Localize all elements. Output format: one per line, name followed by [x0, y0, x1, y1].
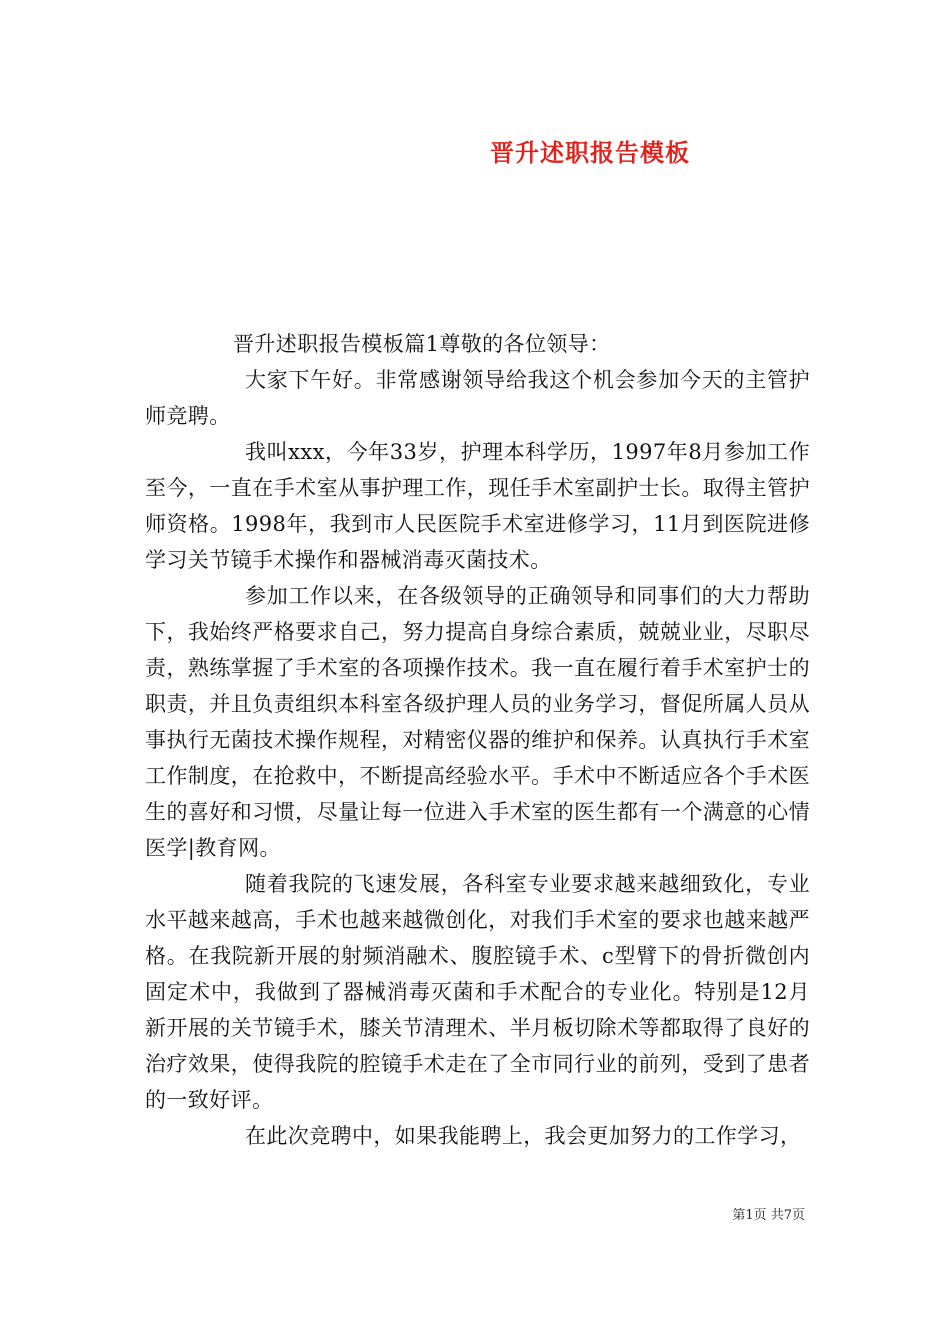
- page-number: 第1页 共7页: [732, 1208, 805, 1223]
- paragraph-introduction: 我叫xxx，今年33岁，护理本科学历，1997年8月参加工作至今，一直在手术室从事护理工作，现任手术室副护士长。取得主管护师资格。1998年，我到市人民医院手术室进修学习，11月到医院进修学习关节镜手术操作和器械消毒灭菌技术。: [145, 440, 810, 572]
- document-body: [145, 326, 810, 1154]
- paragraph-opening: 大家下午好。非常感谢领导给我这个机会参加今天的主管护师竞聘。: [145, 368, 810, 428]
- paragraph-development: 随着我院的飞速发展，各科室专业要求越来越细致化，专业水平越来越高，手术也越来越微创化，对我们手术室的要求也越来越严格。在我院新开展的射频消融术、腹腔镜手术、c型臂下的骨折微创内固定术中，我做到了器械消毒灭菌和手术配合的专业化。特别是12月新开展的关节镜手术，膝关节清理术、半月板切除术等都取得了良好的治疗效果，使得我院的腔镜手术走在了全市同行业的前列，受到了患者的一致好评。: [145, 872, 810, 1112]
- paragraph-closing: 在此次竞聘中，如果我能聘上，我会更加努力的工作学习，: [245, 1124, 802, 1148]
- paragraph-work-experience: 参加工作以来，在各级领导的正确领导和同事们的大力帮助下，我始终严格要求自己，努力提高自身综合素质，兢兢业业，尽职尽责，熟练掌握了手术室的各项操作技术。我一直在履行着手术室护士的职责，并且负责组织本科室各级护理人员的业务学习，督促所属人员从事执行无菌技术操作规程，对精密仪器的维护和保养。认真执行手术室工作制度，在抢救中，不断提高经验水平。手术中不断适应各个手术医生的喜好和习惯，尽量让每一位进入手术室的医生都有一个满意的心情医学|教育网。: [145, 584, 810, 860]
- document-title: 晋升述职报告模板: [490, 139, 690, 167]
- paragraph-greeting: 晋升述职报告模板篇1尊敬的各位领导：: [233, 332, 611, 356]
